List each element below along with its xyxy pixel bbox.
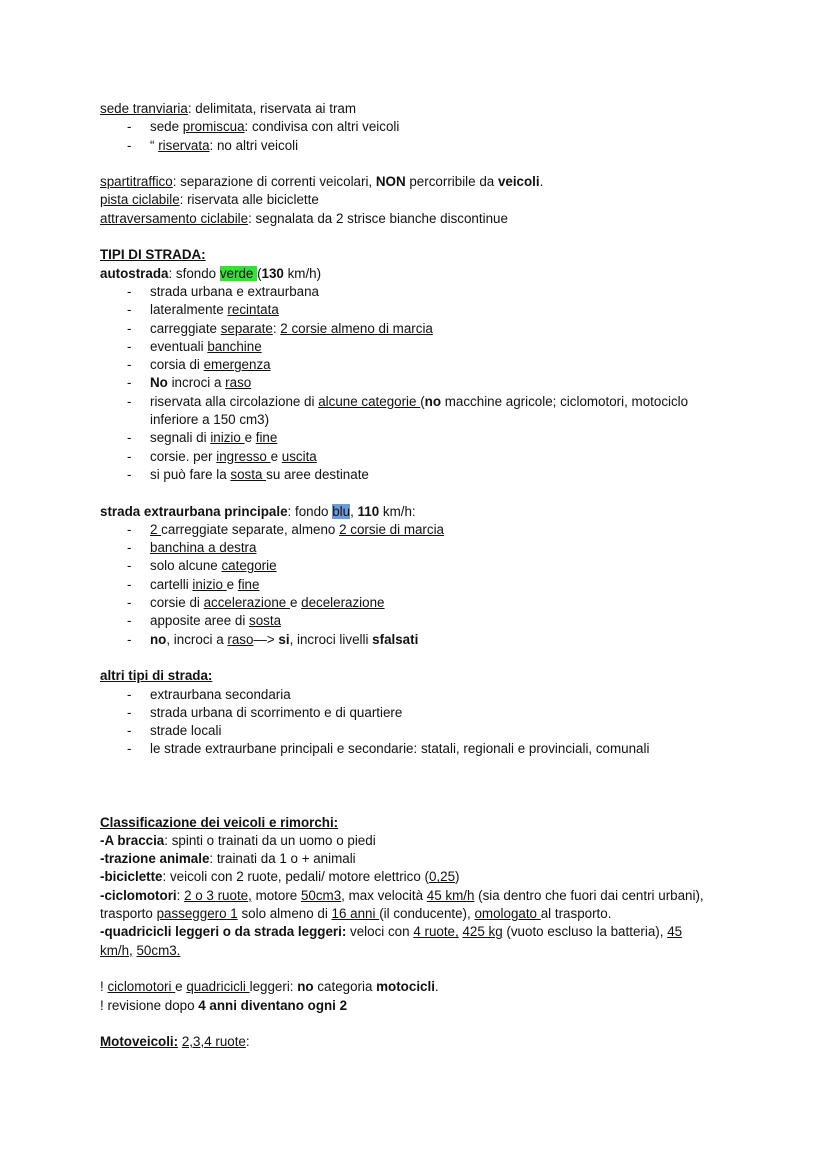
text: su aree destinate	[266, 466, 369, 482]
text: categorie	[221, 558, 277, 574]
text: alcune categorie	[318, 393, 421, 409]
text: )	[455, 869, 460, 885]
text: al trasporto.	[540, 906, 612, 922]
text: autostrada	[100, 265, 169, 281]
text: (sia dentro che fuori dai centri urbani),	[474, 887, 704, 903]
text: : sfondo	[168, 265, 220, 281]
text: recintata	[227, 302, 279, 318]
text: le strade extraurbane principali e secondarie: statali, regionali e provinciali, comunali	[150, 741, 650, 757]
text: macchine agricole; ciclomotori, motociclo	[441, 393, 689, 409]
text: 4 anni diventano ogni 2	[198, 997, 348, 1013]
text: spartitraffico	[100, 174, 173, 190]
text: , incroci livelli	[289, 631, 373, 647]
trazione-line	[100, 850, 740, 868]
document-page	[100, 100, 740, 1051]
autostrada-line	[100, 265, 740, 283]
text: sosta	[230, 466, 267, 482]
text: attraversamento ciclabile	[100, 210, 249, 226]
text: strade locali	[150, 723, 222, 739]
text: si	[278, 631, 290, 647]
altri-heading: altri tipi di strada:	[100, 668, 213, 684]
text: km/h,	[100, 942, 133, 958]
tipi-heading: TIPI DI STRADA:	[100, 247, 206, 263]
text: ,	[350, 503, 358, 519]
list-item: - lateralmente recintata	[127, 302, 279, 318]
text: : condivisa con altri veicoli	[244, 119, 400, 135]
text: NON	[375, 174, 406, 190]
text: : riservata alle biciclette	[179, 192, 319, 208]
list-item: - 2 carreggiate separate, almeno 2 corsie di marcia	[127, 521, 445, 537]
text: e	[270, 448, 282, 464]
text: veicoli	[497, 174, 540, 190]
text: -trazione animale	[100, 851, 210, 867]
list-item: - eventuali banchine	[127, 338, 262, 354]
list-item: - solo alcune categorie	[127, 558, 277, 574]
text: (	[420, 393, 425, 409]
list-item: - strada urbana e extraurbana	[127, 283, 319, 299]
text: no	[424, 393, 442, 409]
text: pista ciclabile	[100, 192, 180, 208]
text: : spinti o trainati da un uomo o piedi	[164, 832, 376, 848]
text: lateralmente	[150, 302, 228, 318]
attraversamento-line	[100, 210, 740, 228]
highlight-verde: verde	[219, 265, 258, 281]
text: .	[434, 979, 439, 995]
text: accelerazione	[203, 595, 290, 611]
text: fine	[255, 430, 278, 446]
ciclomotori-line	[100, 887, 740, 905]
text: fine	[237, 576, 260, 592]
text: veloci con	[346, 924, 414, 940]
text: passeggero 1	[156, 906, 238, 922]
text: percorribile da	[405, 174, 498, 190]
text: No	[150, 375, 168, 391]
text: :	[176, 887, 185, 903]
text: : veicoli con 2 ruote, pedali/ motore elettrico (	[162, 869, 429, 885]
text: (il conducente),	[379, 906, 475, 922]
quadricicli-line	[100, 923, 740, 941]
text: carreggiate separate, almeno	[161, 521, 340, 537]
text: si può fare la	[150, 466, 231, 482]
text: 45	[667, 924, 683, 940]
classificazione-heading: Classificazione dei veicoli e rimorchi:	[100, 814, 339, 830]
text: “	[150, 137, 159, 153]
text: strada extraurbana principale	[100, 503, 288, 519]
highlight-blu: blu	[332, 503, 351, 519]
text: -A braccia	[100, 832, 165, 848]
list-item: - banchina a destra	[127, 540, 257, 556]
text: : no altri veicoli	[209, 137, 299, 153]
text: : trainati da 1 o + animali	[209, 851, 356, 867]
text: eventuali	[150, 338, 208, 354]
text: motocicli	[376, 979, 435, 995]
text: banchina a destra	[150, 540, 257, 556]
text: —>	[253, 631, 279, 647]
text: separate	[220, 320, 273, 336]
text: ingresso	[216, 448, 271, 464]
list-item: - segnali di inizio e fine	[127, 430, 278, 446]
text: uscita	[281, 448, 317, 464]
quadricicli-line-2	[100, 942, 740, 960]
text: :	[245, 1034, 250, 1050]
principale-line	[100, 503, 740, 521]
text: e	[175, 979, 187, 995]
text: riservata alla circolazione di	[150, 393, 319, 409]
text: km/h)	[283, 265, 322, 281]
text: cartelli	[150, 576, 193, 592]
text: no	[297, 979, 314, 995]
text: :	[272, 320, 281, 336]
list-item: - le strade extraurbane principali e secondarie: statali, regionali e provinciali, comunali	[127, 741, 650, 757]
text: incroci a	[167, 375, 226, 391]
list-item: - corsie. per ingresso e uscita	[127, 448, 317, 464]
text: 2	[150, 521, 162, 537]
text: 45 km/h	[426, 887, 475, 903]
text: -quadricicli leggeri o da strada leggeri:	[100, 924, 347, 940]
list-item-continuation: inferiore a 150 cm3)	[150, 412, 270, 428]
list-item: - apposite aree di sosta	[127, 613, 282, 629]
text: strada urbana e extraurbana	[150, 283, 319, 299]
text: : segnalata da 2 strisce bianche discontinue	[248, 210, 508, 226]
text: apposite aree di	[150, 613, 250, 629]
text: km/h:	[379, 503, 416, 519]
list-item: - riservata alla circolazione di alcune categorie (no macchine agricole; ciclomotori, motociclo	[127, 393, 689, 409]
text: (vuoto escluso la batteria),	[502, 924, 668, 940]
list-item: - corsia di emergenza	[127, 357, 271, 373]
list-item: - strade locali	[127, 723, 222, 739]
note-revisione	[100, 997, 740, 1015]
text: : delimitata, riservata ai tram	[187, 101, 357, 116]
text: carreggiate	[150, 320, 221, 336]
text: ! revisione dopo	[100, 997, 199, 1013]
text: 110	[357, 503, 380, 519]
text: 2 corsie almeno di marcia	[280, 320, 433, 336]
list-item: - si può fare la sosta su aree destinate	[127, 466, 369, 482]
text: categoria	[313, 979, 377, 995]
text: strada urbana di scorrimento e di quartiere	[150, 704, 403, 720]
text: sosta	[249, 613, 282, 629]
text: raso	[227, 631, 254, 647]
text: banchine	[207, 338, 262, 354]
text: 16 anni	[331, 906, 380, 922]
text: 2 o 3 ruote,	[184, 887, 252, 903]
text: 50cm3.	[136, 942, 181, 958]
text: trasporto	[100, 906, 157, 922]
text: -biciclette	[100, 869, 163, 885]
ciclomotori-line-2	[100, 905, 740, 923]
list-item: - no, incroci a raso—> si, incroci livelli sfalsati	[127, 631, 419, 647]
text: solo almeno di	[237, 906, 332, 922]
text: , max velocità	[341, 887, 427, 903]
pista-ciclabile-line	[100, 191, 740, 209]
list-item: - No incroci a raso	[127, 375, 252, 391]
text: sfalsati	[372, 631, 419, 647]
motoveicoli-line	[100, 1033, 740, 1051]
text: no	[150, 631, 167, 647]
text: omologato	[474, 906, 541, 922]
text: segnali di	[150, 430, 211, 446]
text: ciclomotori	[107, 979, 176, 995]
list-item: - sede promiscua: condivisa con altri veicoli	[127, 119, 400, 135]
text: -ciclomotori	[100, 887, 177, 903]
text: motore	[251, 887, 301, 903]
text: !	[100, 979, 108, 995]
text: inizio	[210, 430, 245, 446]
text: solo alcune	[150, 558, 222, 574]
text: : fondo	[287, 503, 333, 519]
text: inizio	[192, 576, 227, 592]
list-item: - carreggiate separate: 2 corsie almeno di marcia	[127, 320, 433, 336]
sede-tranviaria-line	[100, 100, 740, 118]
text: e	[226, 576, 238, 592]
text: 0,25	[428, 869, 456, 885]
text: , incroci a	[166, 631, 228, 647]
text: e	[244, 430, 256, 446]
list-item: - “ riservata: no altri veicoli	[127, 137, 299, 153]
text: riservata	[158, 137, 210, 153]
spartitraffico-line	[100, 173, 740, 191]
text: (	[257, 265, 262, 281]
text: 50cm3	[300, 887, 342, 903]
text: extraurbana secondaria	[150, 686, 291, 702]
text: 130	[261, 265, 284, 281]
text: Motoveicoli:	[100, 1034, 179, 1050]
list-item: - strada urbana di scorrimento e di quartiere	[127, 704, 403, 720]
text: leggeri:	[249, 979, 298, 995]
text: 4 ruote,	[413, 924, 459, 940]
text: .	[539, 174, 544, 190]
text: emergenza	[203, 357, 271, 373]
text: sede	[150, 119, 183, 135]
text: e	[289, 595, 302, 611]
text: decelerazione	[301, 595, 385, 611]
text: 2 corsie di marcia	[339, 521, 445, 537]
text: 425 kg	[462, 924, 503, 940]
text: corsie. per	[150, 448, 217, 464]
list-item: - corsie di accelerazione e decelerazione	[127, 595, 385, 611]
list-item: - extraurbana secondaria	[127, 686, 291, 702]
text: promiscua	[182, 119, 245, 135]
note-ciclomotori	[100, 978, 740, 996]
term-sede-tranviaria: sede tranviaria	[100, 101, 188, 116]
list-item: - cartelli inizio e fine	[127, 576, 260, 592]
text: raso	[225, 375, 252, 391]
text: corsia di	[150, 357, 204, 373]
text: corsie di	[150, 595, 204, 611]
biciclette-line	[100, 868, 740, 886]
text: 2,3,4 ruote	[181, 1034, 246, 1050]
text: : separazione di correnti veicolari,	[172, 174, 376, 190]
braccia-line	[100, 832, 740, 850]
text: quadricicli	[186, 979, 250, 995]
